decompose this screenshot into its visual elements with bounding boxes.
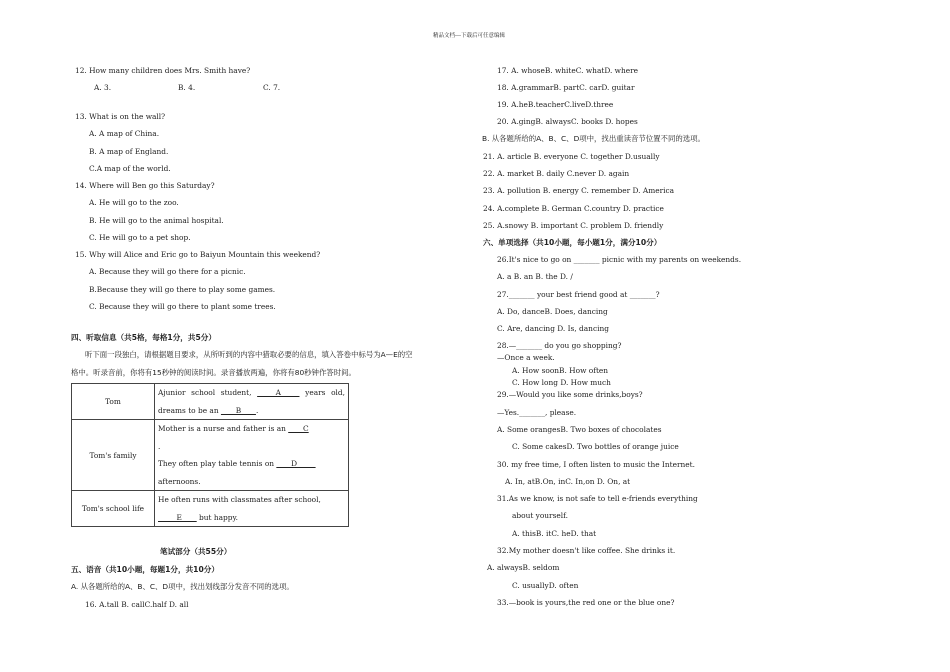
table-row-content bbox=[155, 491, 349, 527]
q28-reply: —Once a week. bbox=[497, 353, 555, 362]
table-row bbox=[72, 384, 349, 420]
q12-option-c: C. 7. bbox=[263, 83, 281, 92]
question-23: 23. A. pollution B. energy C. remember D. America bbox=[483, 186, 675, 195]
table-row-content bbox=[155, 420, 349, 491]
cell-text: He often runs with classmates after school, bbox=[158, 495, 321, 504]
section-4-intro-line2: 格中。听录音前，你将有15秒钟的阅读时间。录音播放两遍，你将有80秒钟作答时间。 bbox=[71, 368, 356, 377]
question-25: 25. A.snowy B. important C. problem D. friendly bbox=[483, 221, 664, 230]
q29-options-ab: A. Some orangesB. Two boxes of chocolates bbox=[497, 425, 662, 434]
question-18: 18. A.grammarB. partC. carD. guitar bbox=[497, 83, 635, 92]
q13-option-b: B. A map of England. bbox=[89, 147, 169, 156]
q15-option-b: B.Because they will go there to play some games. bbox=[89, 285, 276, 294]
q29-options-cd: C. Some cakesD. Two bottles of orange juice bbox=[512, 442, 679, 451]
question-24: 24. A.complete B. German C.country D. practice bbox=[483, 204, 664, 213]
page-header: 精品文档---下载后可任意编辑 bbox=[433, 33, 505, 39]
table-row-label: Tom's school life bbox=[72, 491, 155, 527]
blank-a: _____A_____ bbox=[257, 388, 300, 397]
section-5-heading: 五、语音（共10小题，每题1分，共10分） bbox=[71, 565, 219, 574]
q27-options-ab: A. Do, danceB. Does, dancing bbox=[497, 307, 608, 316]
question-30: 30. my free time, I often listen to music the Internet. bbox=[497, 460, 695, 469]
cell-text: years old, dreams to be an bbox=[158, 388, 345, 415]
cell-text: . bbox=[158, 441, 161, 451]
q13-option-a: A. A map of China. bbox=[89, 129, 160, 138]
q13-option-c: C.A map of the world. bbox=[89, 164, 171, 173]
q29-reply: —Yes._______, please. bbox=[497, 408, 577, 417]
section-5b-instruction: B. 从各题所给的A、B、C、D项中，找出重读音节位置不同的选项。 bbox=[482, 134, 705, 143]
q30-options: A. In, atB.On, inC. In,on D. On, at bbox=[505, 477, 631, 486]
question-20: 20. A.gingB. alwaysC. books D. hopes bbox=[497, 117, 638, 126]
blank-b: ____B____ bbox=[220, 405, 256, 415]
written-part-heading: 笔试部分（共55分） bbox=[160, 547, 232, 556]
section-4-heading: 四、听取信息（共5格，每格1分，共5分） bbox=[71, 333, 216, 342]
table-row-content bbox=[155, 384, 349, 420]
q14-option-c: C. He will go to a pet shop. bbox=[89, 233, 191, 242]
q12-option-b: B. 4. bbox=[178, 83, 196, 92]
table-row bbox=[72, 491, 349, 527]
question-27: 27._______ your best friend good at _______? bbox=[497, 290, 660, 299]
cell-text: They often play table tennis on bbox=[158, 459, 277, 468]
q28-options-ab: A. How soonB. How often bbox=[512, 366, 609, 375]
table-row-label: Tom's family bbox=[72, 420, 155, 491]
question-31: 31.As we know, is not safe to tell e-friends everything bbox=[497, 494, 698, 503]
blank-e: _____E____ bbox=[158, 512, 197, 522]
table-row bbox=[72, 420, 349, 491]
question-17: 17. A. whoseB. whiteC. whatD. where bbox=[497, 66, 639, 75]
section-4-intro-line1: 听下面一段独白，请根据题目要求，从所听到的内容中猎取必要的信息，填入答卷中标号为A—E的空 bbox=[85, 350, 413, 359]
q14-option-b: B. He will go to the animal hospital. bbox=[89, 216, 224, 225]
q26-options: A. a B. an B. the D. / bbox=[497, 272, 573, 281]
question-28: 28.—_______ do you go shopping? bbox=[497, 341, 622, 350]
question-14: 14. Where will Ben go this Saturday? bbox=[75, 181, 215, 190]
q32-options-ab: A. alwaysB. seldom bbox=[487, 563, 560, 572]
question-29: 29.—Would you like some drinks,boys? bbox=[497, 390, 643, 399]
cell-text: but happy. bbox=[196, 512, 238, 522]
section-6-heading: 六、单项选择（共10小题，每小题1分，满分10分） bbox=[483, 238, 662, 247]
q32-options-cd: C. usuallyD. often bbox=[512, 581, 579, 590]
question-16: 16. A.tall B. callC.half D. all bbox=[85, 600, 189, 609]
cell-text: afternoons. bbox=[158, 476, 201, 486]
question-15: 15. Why will Alice and Eric go to Baiyun Mountain this weekend? bbox=[75, 250, 321, 259]
listening-table bbox=[71, 383, 349, 527]
cell-text: Mother is a nurse and father is an bbox=[158, 424, 289, 433]
table-row-label: Tom bbox=[72, 384, 155, 420]
section-5a-instruction: A. 从各题所给的A、B、C、D项中，找出划线部分发音不同的选项。 bbox=[71, 582, 294, 591]
q27-options-cd: C. Are, dancing D. Is, dancing bbox=[497, 324, 609, 333]
q14-option-a: A. He will go to the zoo. bbox=[89, 198, 179, 207]
q15-option-c: C. Because they will go there to plant some trees. bbox=[89, 302, 276, 311]
q15-option-a: A. Because they will go there for a picnic. bbox=[89, 267, 246, 276]
question-32: 32.My mother doesn't like coffee. She drinks it. bbox=[497, 546, 676, 555]
question-33: 33.—book is yours,the red one or the blue one? bbox=[497, 598, 675, 607]
blank-d: ____D_____ bbox=[276, 459, 316, 468]
q28-options-cd: C. How long D. How much bbox=[512, 378, 611, 387]
q12-option-a: A. 3. bbox=[94, 83, 112, 92]
q31-continued: about yourself. bbox=[512, 511, 568, 520]
question-13: 13. What is on the wall? bbox=[75, 112, 166, 121]
question-12: 12. How many children does Mrs. Smith have? bbox=[75, 66, 251, 75]
question-21: 21. A. article B. everyone C. together D.usually bbox=[483, 152, 660, 161]
blank-c: ____C bbox=[288, 424, 309, 433]
question-26: 26.It's nice to go on _______ picnic with my parents on weekends. bbox=[497, 255, 742, 264]
question-19: 19. A.heB.teacherC.liveD.three bbox=[497, 100, 614, 109]
question-22: 22. A. market B. daily C.never D. again bbox=[483, 169, 630, 178]
cell-text: Ajunior school student, bbox=[158, 388, 258, 397]
cell-text: . bbox=[255, 405, 259, 415]
q31-options: A. thisB. itC. heD. that bbox=[512, 529, 597, 538]
